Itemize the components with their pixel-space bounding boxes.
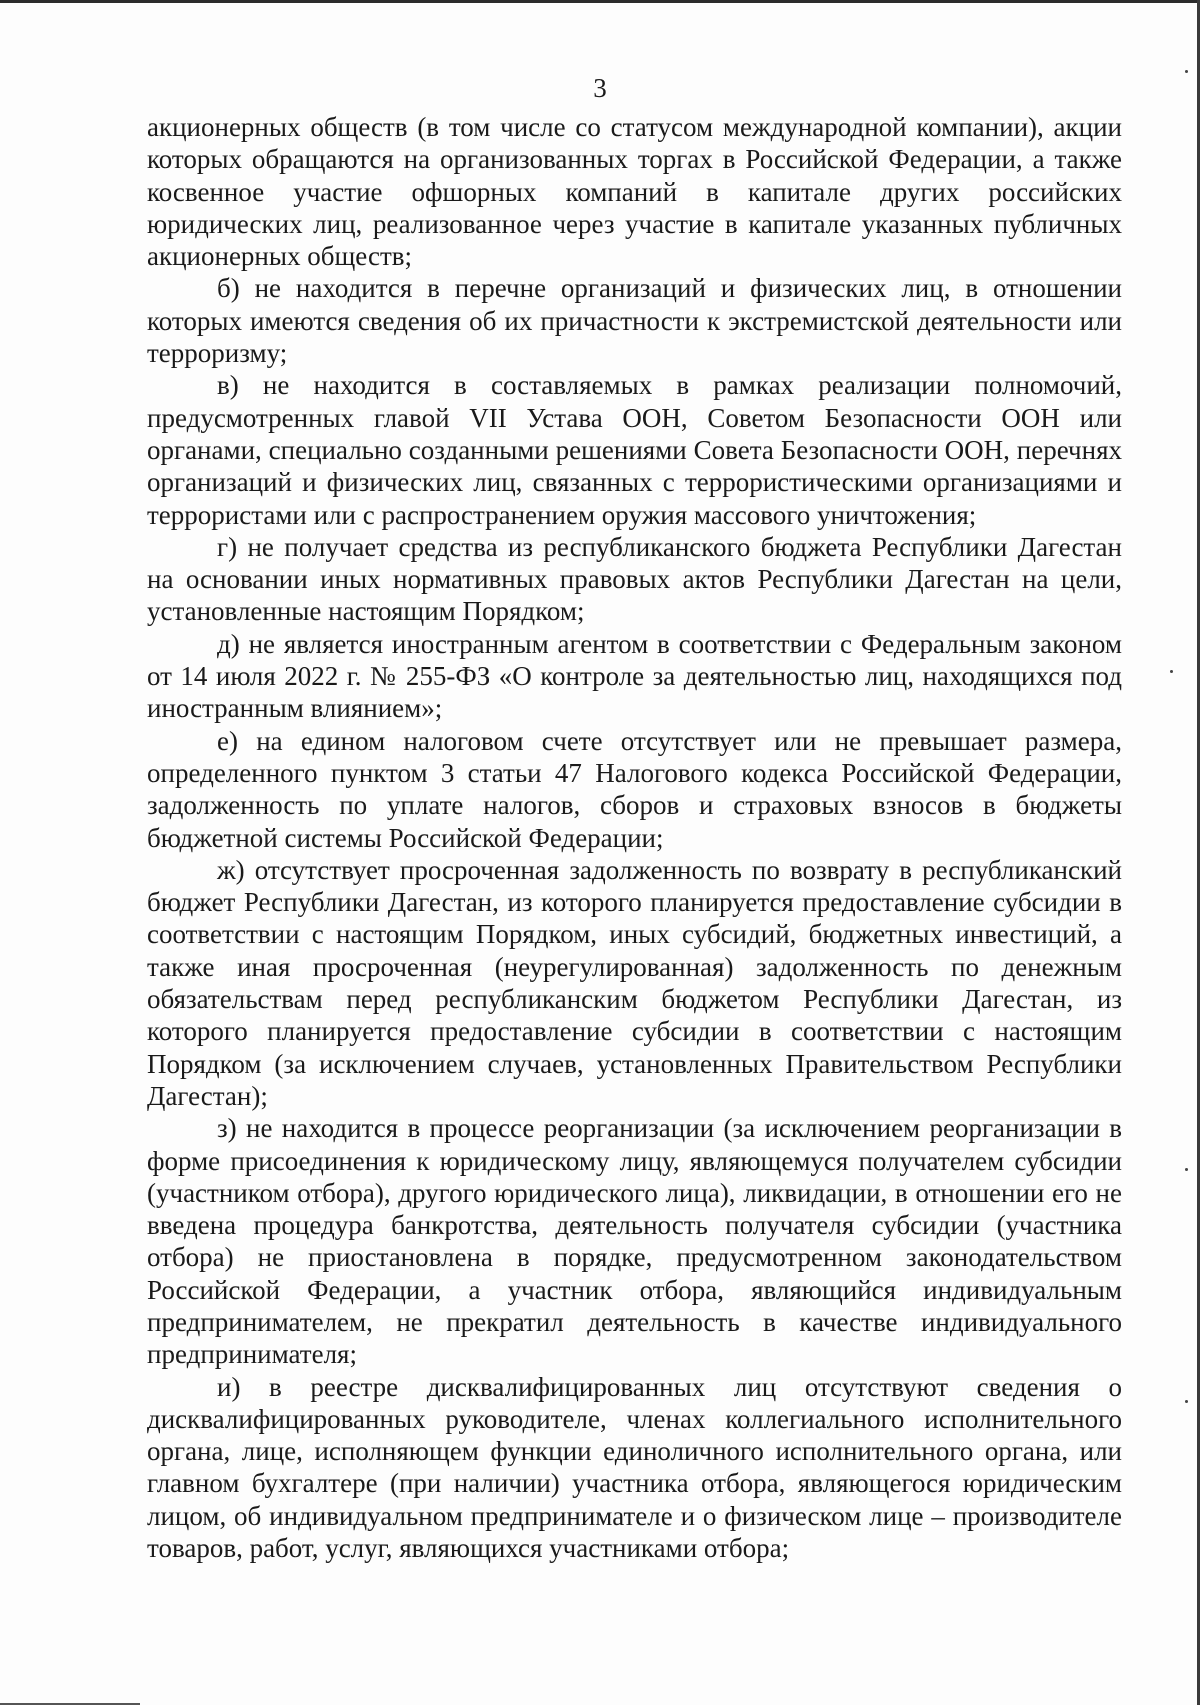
- page-number: 3: [593, 73, 607, 103]
- document-body: [147, 111, 1122, 1564]
- scan-speck: [1185, 1168, 1188, 1171]
- paragraph-item-g: г) не получает средства из республиканского бюджета Республики Дагестан на основании иных нормативных правовых актов Республики Дагестан на цели, установленные настоящим Порядком;: [147, 531, 1122, 627]
- scan-border-top: [0, 0, 1200, 3]
- paragraph-item-z: з) не находится в процессе реорганизации (за исключением реорганизации в форме присоединения к юридическому лицу, являющемуся получателем субсидии (участником отбора), другого юридического лица), ликвидации, в отношении его не введена процедура банкротства, деятельность получателя субсидии (участника отбора) не приостановлена в порядке, предусмотренном законодательством Российской Федерации, а участник отбора, являющийся индивидуальным предпринимателем, не прекратил деятельность в качестве индивидуального предпринимателя;: [147, 1113, 1122, 1370]
- paragraph-item-v: в) не находится в составляемых в рамках реализации полномочий, предусмотренных главой VII Устава ООН, Советом Безопасности ООН или органами, специально созданными решениями Совета Безопасности ООН, перечнях организаций и физических лиц, связанных с террористическими организациями и террористами или с распространением оружия массового уничтожения;: [147, 370, 1122, 530]
- paragraph-item-b: б) не находится в перечне организаций и физических лиц, в отношении которых имеются сведения об их причастности к экстремистской деятельности или терроризму;: [147, 273, 1122, 369]
- paragraph-item-zh: ж) отсутствует просроченная задолженность по возврату в республиканский бюджет Республики Дагестан, из которого планируется предоставление субсидии в соответствии с настоящим Порядком, иных субсидий, бюджетных инвестиций, а также иная просроченная (неурегулированная) задолженность по денежным обязательствам перед республиканским бюджетом Республики Дагестан, из которого планируется предоставление субсидии в соответствии с настоящим Порядком (за исключением случаев, установленных Правительством Республики Дагестан);: [147, 854, 1122, 1111]
- scan-speck: [1170, 670, 1173, 673]
- paragraph-continuation: акционерных обществ (в том числе со статусом международной компании), акции которых обращаются на организованных торгах в Российской Федерации, а также косвенное участие офшорных компаний в капитале других российских юридических лиц, реализованное через участие в капитале указанных публичных акционерных обществ;: [147, 112, 1122, 272]
- scan-speck: [1185, 1400, 1188, 1403]
- paragraph-item-d: д) не является иностранным агентом в соответствии с Федеральным законом от 14 июля 2022 г. № 255-ФЗ «О контроле за деятельностью лиц, находящихся под иностранным влиянием»;: [147, 628, 1122, 724]
- paragraph-item-e: е) на едином налоговом счете отсутствует или не превышает размера, определенного пунктом 3 статьи 47 Налогового кодекса Российской Федерации, задолженность по уплате налогов, сборов и страховых взносов в бюджеты бюджетной системы Российской Федерации;: [147, 725, 1122, 853]
- paragraph-item-i: и) в реестре дисквалифицированных лиц отсутствуют сведения о дисквалифицированных руководителе, членах коллегиального исполнительного органа, лице, исполняющем функции единоличного исполнительного органа, или главном бухгалтере (при наличии) участника отбора, являющегося юридическим лицом, об индивидуальном предпринимателе и о физическом лице – производителе товаров, работ, услуг, являющихся участниками отбора;: [147, 1371, 1122, 1564]
